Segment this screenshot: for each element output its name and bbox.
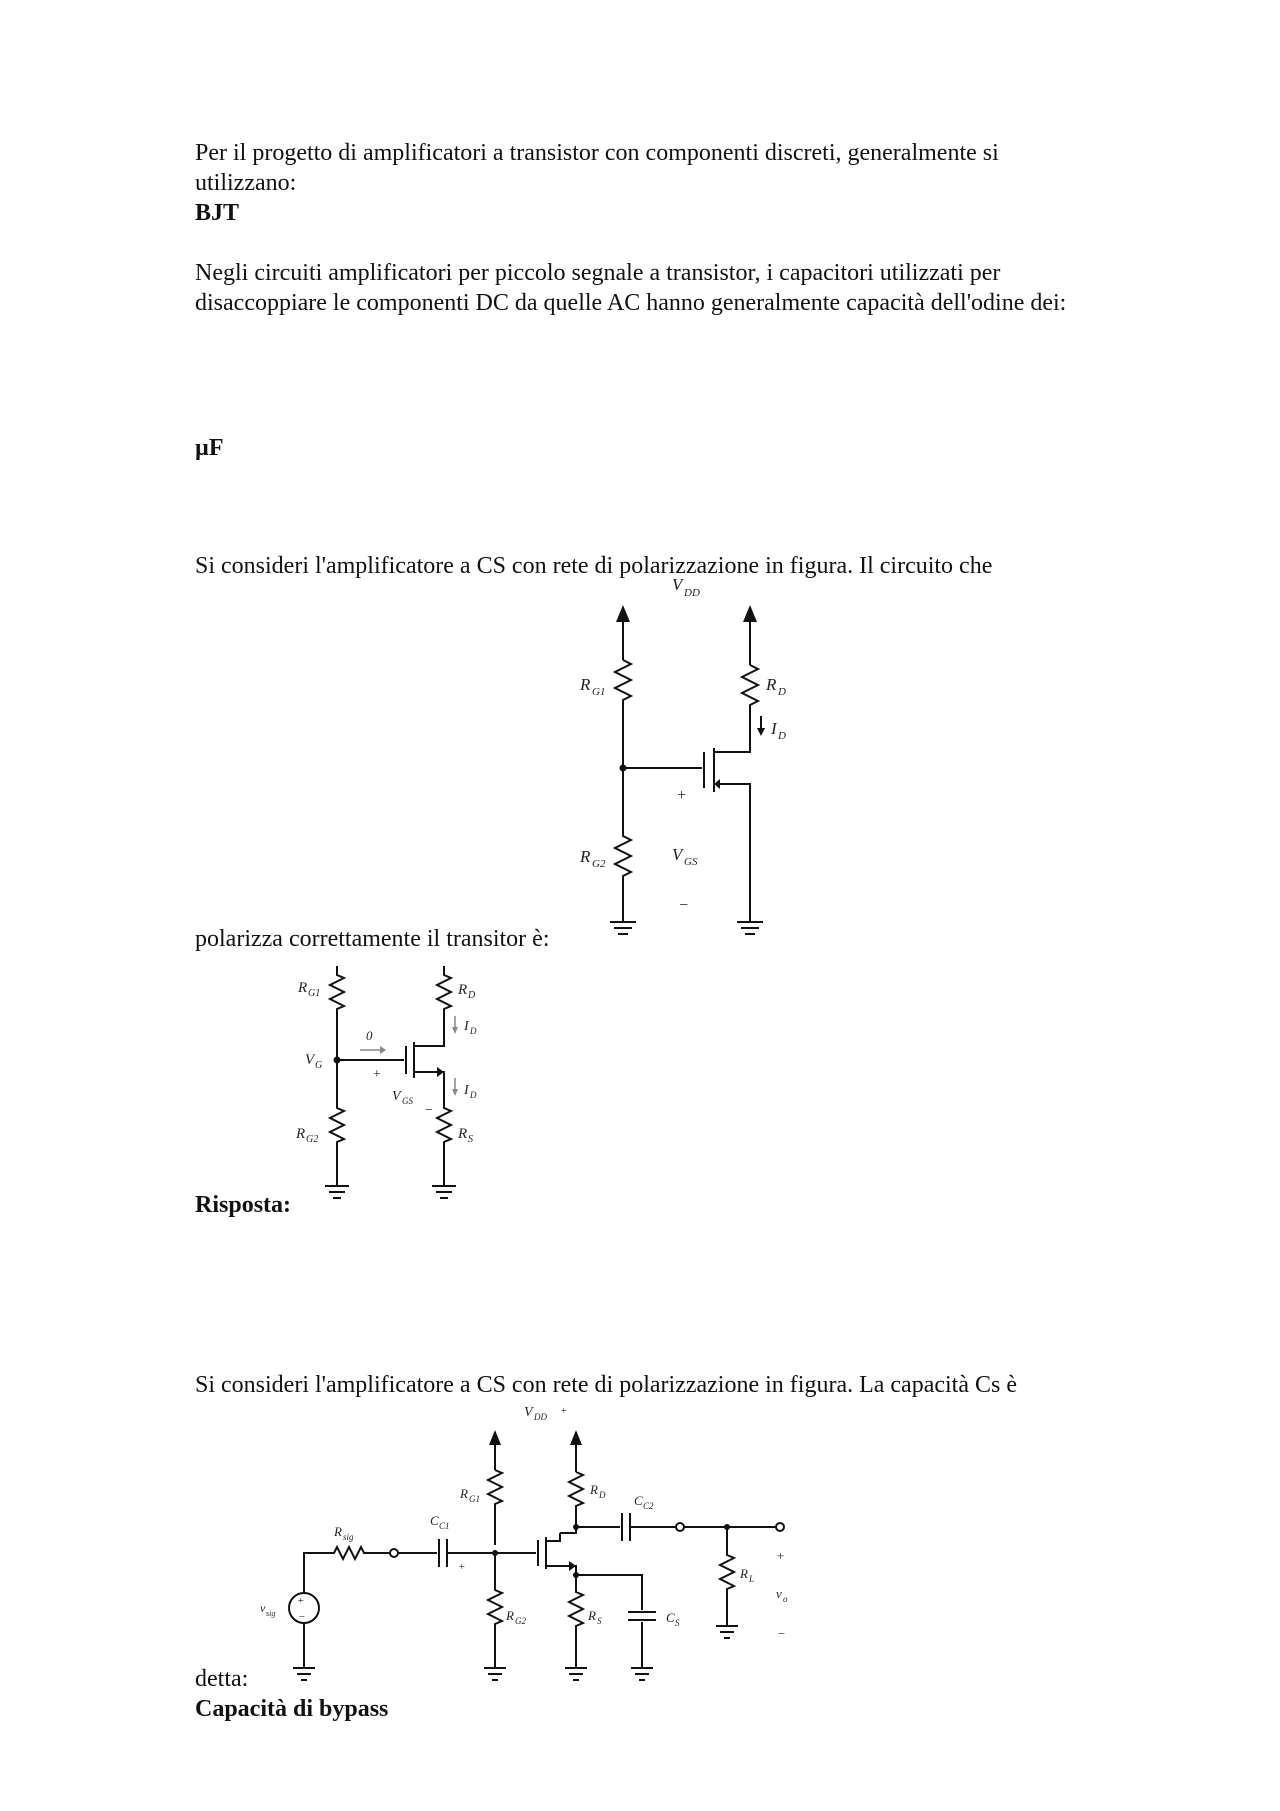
cc1-plus: +	[458, 1561, 466, 1573]
vgs-minus: −	[678, 897, 689, 914]
rg2-label-2: R	[296, 1126, 306, 1142]
cc2-label: C	[634, 1493, 643, 1508]
vsig-label: v	[260, 1601, 266, 1615]
id-label-bottom-sub: D	[470, 1090, 477, 1100]
vo-minus: −	[777, 1626, 786, 1641]
vdd-label-3: V	[524, 1405, 533, 1420]
ground-icon	[565, 1668, 587, 1680]
vo-plus: +	[776, 1548, 785, 1563]
rg2-label-sub: G2	[592, 858, 606, 870]
question-4-answer: Capacità di bypass	[195, 1696, 389, 1722]
vdd-label: V	[672, 575, 683, 594]
source-minus: −	[298, 1611, 306, 1623]
vdd-label-sub: DD	[684, 587, 700, 599]
vgs-plus-2: +	[372, 1067, 382, 1082]
rd-label: R	[766, 675, 777, 694]
rg1-label-2: R	[298, 980, 308, 996]
id-label-sub: D	[778, 730, 786, 742]
cc1-label: C	[430, 1513, 439, 1528]
id-label-bottom: I	[464, 1083, 469, 1098]
cs-label: C	[666, 1610, 675, 1625]
question-1-answer: BJT	[195, 200, 240, 226]
vo-label-sub: o	[783, 1594, 788, 1604]
ground-icon	[716, 1626, 738, 1638]
rg1-label-3: R	[460, 1486, 468, 1501]
id-label: I	[771, 719, 777, 738]
rsig-label: R	[334, 1524, 342, 1539]
question-4-text: Si consideri l'amplificatore a CS con rete di polarizzazione in figura. La capacità Cs è	[195, 1372, 1017, 1398]
ground-icon	[293, 1668, 315, 1680]
zero-current-label: 0	[366, 1028, 373, 1043]
ground-icon	[484, 1668, 506, 1680]
rl-label-sub: L	[749, 1574, 755, 1584]
rs-label: R	[458, 1126, 468, 1142]
ground-icon	[737, 922, 763, 934]
rg1-label-3-sub: G1	[469, 1494, 480, 1504]
rg2-label-3: R	[506, 1608, 514, 1623]
question-2-text: Negli circuiti amplificatori per piccolo segnale a transistor, i capacitori utilizzati per disaccoppiare le componenti DC da quelle AC hanno generalmente capacità dell'odine dei:	[195, 260, 1067, 316]
question-3-text-continued: polarizza correttamente il transitor è:	[195, 926, 550, 952]
vdd-plus: +	[560, 1405, 568, 1417]
question-3-answer-label: Risposta:	[195, 1192, 292, 1218]
rg2-label-2-sub: G2	[306, 1134, 319, 1145]
rsig-label-sub: sig	[343, 1532, 354, 1542]
vgs-plus: +	[676, 787, 687, 804]
rd-label-sub: D	[778, 686, 786, 698]
cs-label-sub: S	[675, 1618, 680, 1628]
vgs-minus-2: −	[424, 1103, 434, 1118]
rg1-label-sub: G1	[592, 686, 606, 698]
vg-label-sub: G	[315, 1060, 323, 1071]
id-label-top-sub: D	[470, 1026, 477, 1036]
question-3-text: Si consideri l'amplificatore a CS con rete di polarizzazione in figura. Il circuito che	[195, 553, 993, 579]
cc1-label-sub: C1	[439, 1521, 450, 1531]
rs-label-3: R	[588, 1608, 596, 1623]
rd-label-3: R	[590, 1482, 598, 1497]
rs-label-sub: S	[468, 1134, 473, 1145]
vg-label: V	[305, 1052, 315, 1068]
rd-label-3-sub: D	[599, 1490, 606, 1500]
rg2-label: R	[580, 847, 591, 866]
rs-label-3-sub: S	[597, 1616, 602, 1626]
vgs-label-2: V	[392, 1089, 401, 1104]
source-plus: +	[297, 1595, 305, 1607]
vgs-label-sub: GS	[684, 856, 698, 868]
rl-label: R	[740, 1566, 748, 1581]
id-label-top: I	[464, 1019, 469, 1034]
rg1-label: R	[580, 675, 591, 694]
cc2-label-sub: C2	[643, 1501, 654, 1511]
vdd-label-3-sub: DD	[534, 1412, 547, 1422]
question-4-text-continued: detta:	[195, 1666, 249, 1692]
rd-label-2-sub: D	[468, 990, 476, 1001]
ground-icon	[325, 1186, 349, 1198]
question-2-answer: µF	[195, 435, 224, 461]
vo-label: v	[776, 1586, 782, 1601]
vgs-label: V	[672, 845, 683, 864]
rd-label-2: R	[458, 982, 468, 998]
ground-icon	[610, 922, 636, 934]
vsig-label-sub: sig	[266, 1609, 276, 1618]
ground-icon	[432, 1186, 456, 1198]
rg2-label-3-sub: G2	[515, 1616, 526, 1626]
question-1-text: Per il progetto di amplificatori a transistor con componenti discreti, generalmente si utilizzano:	[195, 140, 999, 196]
ground-icon	[631, 1668, 653, 1680]
rg1-label-2-sub: G1	[308, 988, 321, 999]
vgs-label-2-sub: GS	[402, 1096, 413, 1106]
